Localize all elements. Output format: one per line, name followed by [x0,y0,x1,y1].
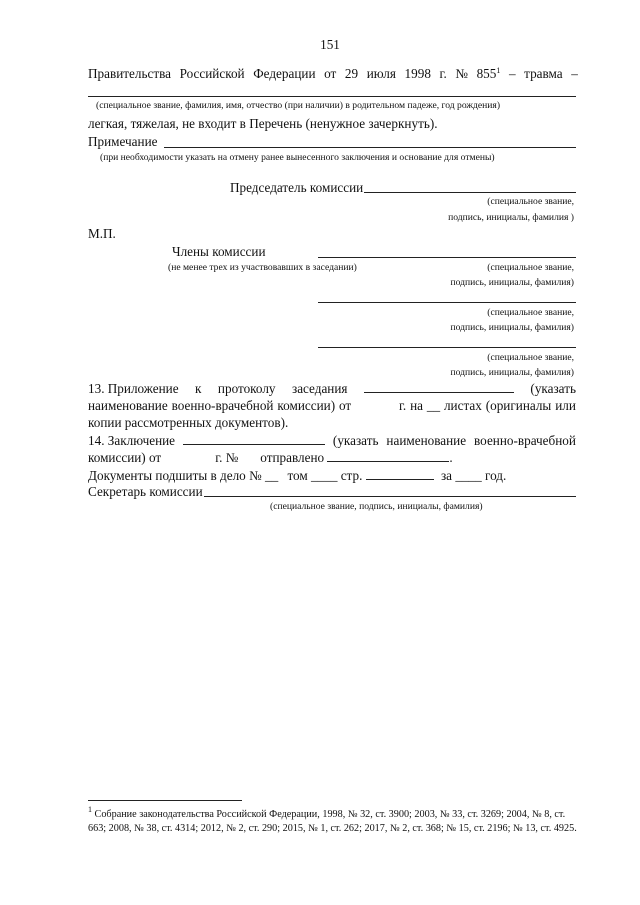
word: военно-врачебной [474,433,576,448]
secretary-hint: (специальное звание, подпись, инициалы, фамилия) [270,501,483,512]
word: г. [398,398,407,413]
word: июля [366,66,396,81]
note-hint: (при необходимости указать на отмену ранее вынесенного заключения и основание для отмены) [100,152,495,163]
member-signature-line [318,302,576,303]
pages-blank [366,468,434,480]
sent-to-blank [327,450,449,462]
word: травма [524,66,563,81]
word: комиссии) [277,398,336,413]
member-hint-rank: (специальное звание, [487,262,574,273]
year-prefix: за [440,468,453,483]
filed-text: Документы подшиты в дело № [88,468,262,483]
documents-filed-line [88,468,506,482]
decree-number: $855^1$ [476,66,501,81]
period: . [449,450,453,465]
word: (указать [332,433,379,448]
g-number: г. № [215,450,239,465]
word: Правительства [88,66,171,81]
word: наименование [88,398,168,413]
word: – [508,66,516,81]
footnote-reference: 1 [496,66,501,75]
word: или [555,398,576,413]
year-label: год. [485,468,507,483]
word: Российской [179,66,245,81]
commission-from: комиссии) от [88,450,162,465]
member-signature-line [318,347,576,348]
note-blank-line [164,147,576,148]
member-hint-signature: подпись, инициалы, фамилия) [450,277,574,288]
item-13-label: 13. Приложение [88,381,179,396]
secretary-signature-line [204,496,576,497]
note-label: Примечание [88,134,158,149]
word: – [571,66,578,81]
injury-severity-line: легкая, тяжелая, не входит в Перечень (ненужное зачеркнуть). [88,116,438,131]
item-14-label: 14. Заключение [88,433,176,448]
footnote-mark: 1 [88,805,92,814]
page-number: 151 [320,37,340,52]
word: наименование [386,433,467,448]
government-decree-line [88,67,578,80]
chairman-hint-signature: подпись, инициалы, фамилия ) [448,212,574,223]
footnote-text: Собрание законодательства Российской Федерации, 1998, № 32, ст. 3900; 2003, № 33, ст. 3269; 2004, № 8, ст. 663; 2008, № 38, ст. 4314; 2012, № 2, ст. 290; 2015, № 1, ст. 262; 2017, № 2, ст. 368; № 15, ст. 2196; № 13, ст. 4925. [88,809,577,834]
word: военно-врачебной [171,398,274,413]
member-hint-signature: подпись, инициалы, фамилия) [450,367,574,378]
word: к [195,381,202,396]
name-blank-line [88,96,576,97]
footnote [88,805,578,836]
word: (оригиналы [485,398,552,413]
word: протоколу [217,381,276,396]
sheets-blank: __ [426,398,441,413]
member-signature-line [318,257,576,258]
item-13-line-3: копии рассмотренных документов). [88,415,289,430]
volume-blank: ____ [311,468,338,483]
word: № [455,66,468,81]
item-14-line-2 [88,450,453,464]
word: от [324,66,337,81]
member-hint-rank: (специальное звание, [487,352,574,363]
name-field-hint: (специальное звание, фамилия, имя, отчество (при наличии) в родительном падеже, год рождения) [96,100,501,111]
meeting-blank [364,381,514,393]
footnote-separator [88,800,242,801]
chairman-hint-rank: (специальное звание, [487,196,574,207]
word: заседания [291,381,348,396]
page-label: стр. [340,468,363,483]
members-label: Члены комиссии [172,244,266,259]
sent-label: отправлено [260,450,325,465]
item-13-line-2 [88,399,576,412]
stamp-label: М.П. [88,226,116,241]
item-13-line [88,381,576,395]
item-14-line [88,433,576,447]
chairman-label: Председатель комиссии [230,180,364,195]
member-hint-signature: подпись, инициалы, фамилия) [450,322,574,333]
word: (указать [530,381,576,396]
year-blank: ____ [455,468,482,483]
members-minimum-hint: (не менее трех из участвовавших в заседании) [168,262,357,273]
secretary-label: Секретарь комиссии [88,484,203,499]
member-hint-rank: (специальное звание, [487,307,574,318]
word: г. [439,66,447,81]
word: листах [443,398,482,413]
chairman-signature-line [364,192,576,193]
word: 1998 [404,66,431,81]
word: Федерации [253,66,316,81]
volume-label: том [287,468,308,483]
conclusion-blank [183,433,325,445]
case-number-blank: __ [264,468,279,483]
word: от [338,398,352,413]
word: на [410,398,423,413]
word: 29 [344,66,359,81]
